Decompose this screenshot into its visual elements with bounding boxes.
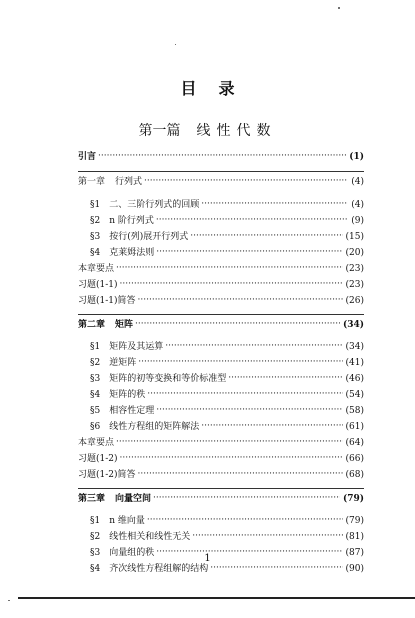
section-title: 向量组的秩 xyxy=(109,548,155,558)
section-number: §3 xyxy=(90,374,101,384)
divider-rule xyxy=(78,488,364,489)
scan-speck xyxy=(175,44,176,45)
toc-entry-intro[interactable] xyxy=(78,149,364,163)
dot-leader xyxy=(228,372,342,384)
entry-page: (23) xyxy=(345,264,364,274)
entry-label xyxy=(78,389,147,401)
entry-label xyxy=(78,515,147,527)
section-number: §2 xyxy=(90,532,101,542)
entry-label xyxy=(78,531,192,543)
entry-label xyxy=(78,231,190,243)
section-number: §4 xyxy=(90,564,101,574)
toc-entry-item[interactable] xyxy=(78,451,364,465)
dot-leader xyxy=(156,404,342,416)
toc-entry-section[interactable] xyxy=(78,229,364,243)
part-title xyxy=(0,120,415,140)
entry-page: (58) xyxy=(345,406,364,416)
part-name: 线性代数 xyxy=(196,123,277,139)
entry-page: (4) xyxy=(351,177,364,187)
dot-leader xyxy=(156,246,342,258)
section-number: §4 xyxy=(90,248,101,258)
entry-label xyxy=(78,563,210,575)
dot-leader xyxy=(120,278,343,290)
scan-speck xyxy=(8,600,10,601)
entry-page: (26) xyxy=(345,296,364,306)
dot-leader xyxy=(201,198,348,210)
dot-leader xyxy=(138,468,343,480)
toc-entry-chapter-2[interactable] xyxy=(78,317,364,331)
section-title: 克莱姆法则 xyxy=(109,248,155,258)
toc-entry-section[interactable] xyxy=(78,513,364,527)
entry-page: (64) xyxy=(345,438,364,448)
entry-page: (87) xyxy=(345,548,364,558)
section-title: 齐次线性方程组解的结构 xyxy=(109,564,209,574)
section-title: 线性相关和线性无关 xyxy=(109,532,191,542)
entry-page: (68) xyxy=(345,470,364,480)
section-number: §3 xyxy=(90,232,101,242)
entry-label xyxy=(78,199,201,211)
entry-label xyxy=(78,421,201,433)
toc-entry-section[interactable] xyxy=(78,339,364,353)
divider-rule xyxy=(78,314,364,315)
entry-label: 习题(1-2)简答 xyxy=(78,470,136,480)
dot-leader xyxy=(144,175,348,187)
entry-label: 本章要点 xyxy=(78,438,115,448)
section-number: §1 xyxy=(90,342,101,352)
toc-entry-item[interactable] xyxy=(78,467,364,481)
entry-page: (9) xyxy=(351,216,364,226)
entry-page: (20) xyxy=(345,248,364,258)
section-title: 二、三阶行列式的回顾 xyxy=(109,200,200,210)
dot-leader xyxy=(120,452,343,464)
toc-entry-section[interactable] xyxy=(78,419,364,433)
toc-entry-item[interactable] xyxy=(78,261,364,275)
dot-leader xyxy=(156,214,348,226)
section-title: 逆矩阵 xyxy=(109,358,137,368)
toc-entry-section[interactable] xyxy=(78,371,364,385)
section-number: §1 xyxy=(90,516,101,526)
entry-label xyxy=(78,493,153,505)
chapter-title: 矩阵 xyxy=(115,320,134,330)
section-number: §5 xyxy=(90,406,101,416)
toc-entry-item[interactable] xyxy=(78,277,364,291)
section-title: 相容性定理 xyxy=(109,406,155,416)
entry-page: (34) xyxy=(345,342,364,352)
toc-entry-section[interactable] xyxy=(78,403,364,417)
dot-leader xyxy=(116,436,343,448)
dot-leader xyxy=(201,420,342,432)
entry-label xyxy=(78,405,156,417)
toc-entry-section[interactable] xyxy=(78,529,364,543)
entry-page: (41) xyxy=(345,358,364,368)
entry-page: (61) xyxy=(345,422,364,432)
entry-label xyxy=(78,357,138,369)
entry-page: (66) xyxy=(345,454,364,464)
section-title: 矩阵的秩 xyxy=(109,390,146,400)
dot-leader xyxy=(153,492,340,504)
entry-page: (15) xyxy=(345,232,364,242)
section-number: §2 xyxy=(90,216,101,226)
entry-label: 本章要点 xyxy=(78,264,115,274)
toc-entry-section[interactable] xyxy=(78,197,364,211)
dot-leader xyxy=(135,318,340,330)
section-title: n 维向量 xyxy=(109,516,145,526)
toc-entry-section[interactable] xyxy=(78,387,364,401)
entry-page: (4) xyxy=(351,200,364,210)
chapter-number: 第二章 xyxy=(78,320,106,330)
entry-page: (1) xyxy=(349,152,364,162)
chapter-number: 第一章 xyxy=(78,177,106,187)
section-title: n 阶行列式 xyxy=(109,216,154,226)
part-label: 第一篇 xyxy=(138,123,181,139)
section-title: 矩阵及其运算 xyxy=(109,342,164,352)
toc-entry-chapter-3[interactable] xyxy=(78,491,364,505)
entry-page: (79) xyxy=(345,516,364,526)
entry-label xyxy=(78,373,228,385)
toc-title: 目录 xyxy=(180,79,257,98)
section-number: §3 xyxy=(90,548,101,558)
scan-edge-line xyxy=(18,597,415,599)
entry-label: 习题(1-1)简答 xyxy=(78,296,136,306)
section-number: §1 xyxy=(90,200,101,210)
toc-entry-section[interactable] xyxy=(78,213,364,227)
divider-rule xyxy=(78,171,364,172)
scan-speck xyxy=(338,7,340,9)
toc-entry-item[interactable] xyxy=(78,435,364,449)
chapter-number: 第三章 xyxy=(78,494,106,504)
page-number: 1 xyxy=(204,553,211,564)
entry-label: 习题(1-1) xyxy=(78,280,118,290)
section-number: §2 xyxy=(90,358,101,368)
dot-leader xyxy=(147,388,342,400)
chapter-title: 行列式 xyxy=(115,177,143,187)
entry-label xyxy=(78,341,165,353)
entry-page: (79) xyxy=(342,494,364,504)
dot-leader xyxy=(190,230,342,242)
dot-leader xyxy=(138,294,343,306)
section-number: §6 xyxy=(90,422,101,432)
dot-leader xyxy=(138,356,342,368)
entry-label xyxy=(78,215,156,227)
chapter-title: 向量空间 xyxy=(115,494,152,504)
entry-label xyxy=(78,319,135,331)
entry-page: (90) xyxy=(345,564,364,574)
entry-page: (34) xyxy=(342,320,364,330)
dot-leader xyxy=(192,530,342,542)
dot-leader xyxy=(165,340,342,352)
toc-entry-section[interactable] xyxy=(78,245,364,259)
entry-page: (23) xyxy=(345,280,364,290)
entry-page: (81) xyxy=(345,532,364,542)
section-title: 线性方程组的矩阵解法 xyxy=(109,422,200,432)
dot-leader xyxy=(147,514,343,526)
entry-page: (54) xyxy=(345,390,364,400)
entry-label xyxy=(78,176,144,188)
section-title: 矩阵的初等变换和等价标准型 xyxy=(109,374,227,384)
toc-entry-item[interactable] xyxy=(78,293,364,307)
toc-entry-section[interactable] xyxy=(78,355,364,369)
dot-leader xyxy=(116,262,343,274)
entry-label xyxy=(78,247,156,259)
entry-label: 引言 xyxy=(78,152,97,162)
entry-page: (46) xyxy=(345,374,364,384)
toc-entry-chapter-1[interactable] xyxy=(78,174,364,188)
section-title: 按行(列)展开行列式 xyxy=(109,232,189,242)
section-number: §4 xyxy=(90,390,101,400)
entry-label: 习题(1-2) xyxy=(78,454,118,464)
dot-leader xyxy=(98,150,346,162)
